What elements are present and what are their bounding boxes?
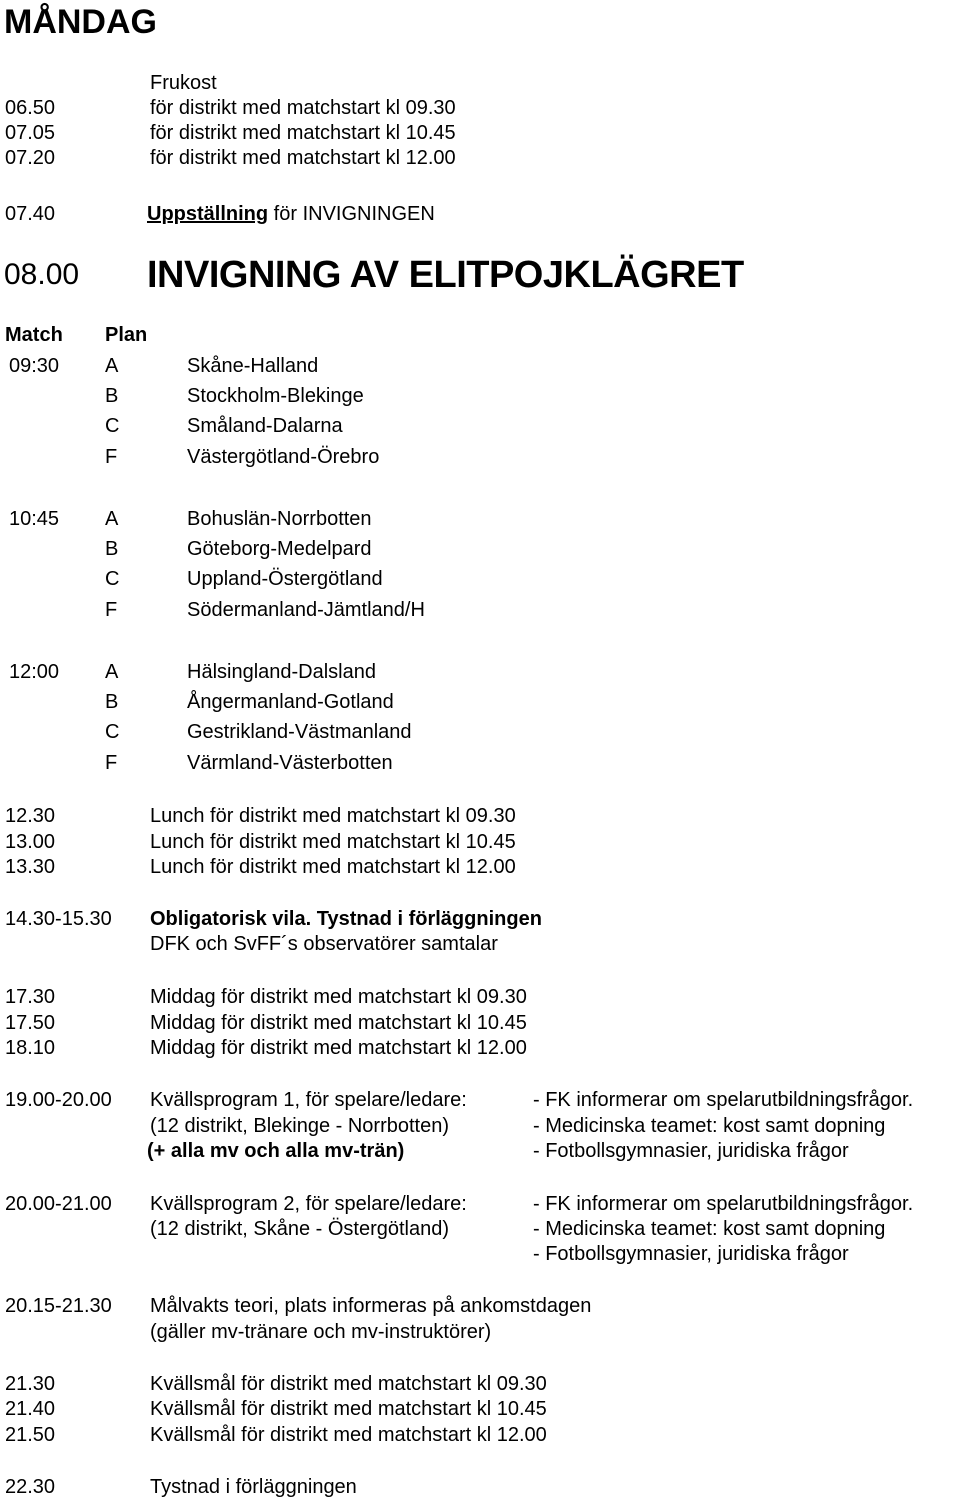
match-plan: A: [105, 355, 119, 377]
goalkeeper-time: 20.15-21.30: [5, 1295, 112, 1317]
match-teams: Bohuslän-Norrbotten: [187, 508, 372, 530]
match-teams: Hälsingland-Dalsland: [187, 661, 376, 683]
lunch-text: Lunch för distrikt med matchstart kl 10.45: [150, 831, 516, 853]
match-plan: F: [105, 599, 118, 621]
evening2-topic: - FK informerar om spelarutbildningsfrågor.: [533, 1193, 914, 1215]
snack-text: Kvällsmål för distrikt med matchstart kl 10.45: [150, 1398, 547, 1420]
snack-time: 21.50: [5, 1424, 56, 1446]
match-plan: F: [105, 752, 118, 774]
opening-title: INVIGNING AV ELITPOJKLÄGRET: [147, 254, 744, 296]
match-teams: Södermanland-Jämtland/H: [187, 599, 425, 621]
lunch-time: 13.30: [5, 856, 56, 878]
match-plan: C: [105, 721, 120, 743]
breakfast-text: för distrikt med matchstart kl 10.45: [150, 122, 456, 144]
match-teams: Skåne-Halland: [187, 355, 319, 377]
rest-title: Obligatorisk vila. Tystnad i förläggningen: [150, 908, 542, 930]
quiet-text: Tystnad i förläggningen: [150, 1476, 357, 1498]
match-teams: Stockholm-Blekinge: [187, 385, 364, 407]
lineup-text: [147, 202, 435, 226]
goalkeeper-line: (gäller mv-tränare och mv-instruktörer): [150, 1321, 492, 1343]
evening1-line: (+ alla mv och alla mv-trän): [147, 1140, 405, 1162]
lineup-time: 07.40: [5, 203, 56, 225]
match-plan: A: [105, 661, 119, 683]
match-plan: C: [105, 568, 120, 590]
evening1-line: (12 distrikt, Blekinge - Norrbotten): [150, 1115, 450, 1137]
match-column-header: Match: [5, 324, 63, 346]
lunch-time: 13.00: [5, 831, 56, 853]
dinner-text: Middag för distrikt med matchstart kl 12.00: [150, 1037, 527, 1059]
breakfast-text: för distrikt med matchstart kl 12.00: [150, 147, 456, 169]
evening2-line: Kvällsprogram 2, för spelare/ledare:: [150, 1193, 467, 1215]
snack-text: Kvällsmål för distrikt med matchstart kl 09.30: [150, 1373, 547, 1395]
rest-subtitle: DFK och SvFF´s observatörer samtalar: [150, 933, 498, 955]
match-plan: B: [105, 538, 119, 560]
evening1-topic: - FK informerar om spelarutbildningsfrågor.: [533, 1089, 914, 1111]
snack-time: 21.30: [5, 1373, 56, 1395]
breakfast-time: 07.05: [5, 122, 56, 144]
lunch-time: 12.30: [5, 805, 56, 827]
match-plan: F: [105, 446, 118, 468]
match-plan: C: [105, 415, 120, 437]
dinner-time: 18.10: [5, 1037, 56, 1059]
match-teams: Ångermanland-Gotland: [187, 691, 394, 713]
lineup-rest: för INVIGNINGEN: [268, 203, 435, 225]
dinner-time: 17.50: [5, 1012, 56, 1034]
breakfast-heading: Frukost: [150, 72, 217, 94]
match-teams: Gestrikland-Västmanland: [187, 721, 412, 743]
snack-time: 21.40: [5, 1398, 56, 1420]
evening2-topic: - Fotbollsgymnasier, juridiska frågor: [533, 1243, 849, 1265]
evening1-topic: - Medicinska teamet: kost samt dopning: [533, 1115, 886, 1137]
match-teams: Göteborg-Medelpard: [187, 538, 372, 560]
match-plan: B: [105, 691, 119, 713]
lineup-label: Uppställning: [147, 203, 269, 225]
breakfast-time: 06.50: [5, 97, 56, 119]
lunch-text: Lunch för distrikt med matchstart kl 12.00: [150, 856, 516, 878]
opening-time: 08.00: [4, 258, 80, 291]
dinner-text: Middag för distrikt med matchstart kl 09.30: [150, 986, 527, 1008]
quiet-time: 22.30: [5, 1476, 56, 1498]
match-teams: Värmland-Västerbotten: [187, 752, 393, 774]
goalkeeper-line: Målvakts teori, plats informeras på ankomstdagen: [150, 1295, 592, 1317]
match-teams: Uppland-Östergötland: [187, 568, 383, 590]
rest-time: 14.30-15.30: [5, 908, 112, 930]
match-teams: Småland-Dalarna: [187, 415, 343, 437]
snack-text: Kvällsmål för distrikt med matchstart kl 12.00: [150, 1424, 547, 1446]
breakfast-text: för distrikt med matchstart kl 09.30: [150, 97, 456, 119]
evening2-topic: - Medicinska teamet: kost samt dopning: [533, 1218, 886, 1240]
dinner-text: Middag för distrikt med matchstart kl 10.45: [150, 1012, 527, 1034]
evening2-line: (12 distrikt, Skåne - Östergötland): [150, 1218, 450, 1240]
match-time: 12:00: [9, 661, 60, 683]
evening1-time: 19.00-20.00: [5, 1089, 112, 1111]
match-time: 10:45: [9, 508, 60, 530]
page-title: MÅNDAG: [4, 3, 157, 41]
evening1-line: Kvällsprogram 1, för spelare/ledare:: [150, 1089, 467, 1111]
breakfast-time: 07.20: [5, 147, 56, 169]
match-plan: B: [105, 385, 119, 407]
lunch-text: Lunch för distrikt med matchstart kl 09.30: [150, 805, 516, 827]
match-plan: A: [105, 508, 119, 530]
dinner-time: 17.30: [5, 986, 56, 1008]
evening2-time: 20.00-21.00: [5, 1193, 112, 1215]
evening1-topic: - Fotbollsgymnasier, juridiska frågor: [533, 1140, 849, 1162]
match-teams: Västergötland-Örebro: [187, 446, 380, 468]
plan-column-header: Plan: [105, 324, 148, 346]
match-time: 09:30: [9, 355, 60, 377]
